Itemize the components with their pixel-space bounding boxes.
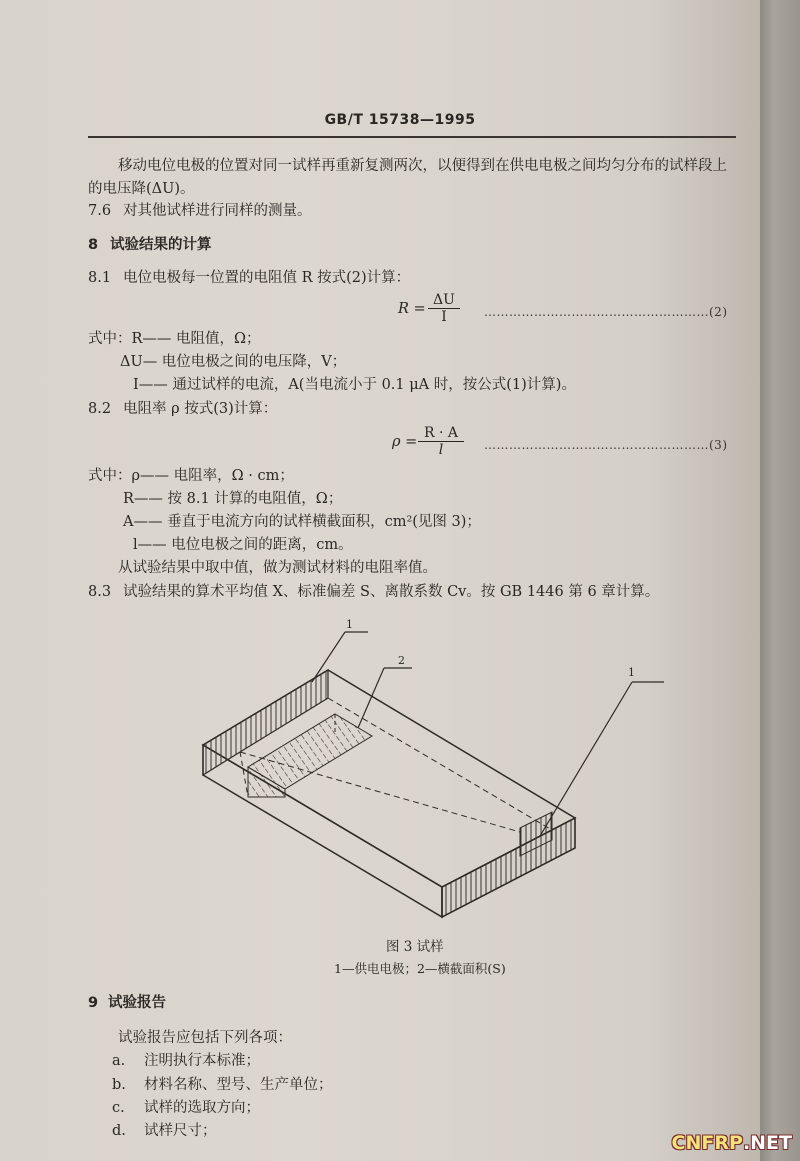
section-number: 8.1: [88, 270, 112, 286]
where-line: 式中：ρ—— 电阻率，Ω · cm；: [88, 468, 294, 484]
where-line: R—— 按 8.1 计算的电阻值，Ω；: [123, 491, 343, 507]
section-heading: 试验结果的计算: [110, 237, 212, 253]
paragraph-line: 从试验结果中取中值，做为测试材料的电阻率值。: [118, 560, 437, 576]
leader-line: [540, 682, 632, 836]
standard-code-header: GB/T 15738—1995: [324, 112, 476, 128]
list-item: 试样的选取方向；: [144, 1100, 260, 1116]
figure-label: 2: [398, 654, 405, 667]
equation-tag: ………………………………………………(3): [484, 438, 728, 452]
list-marker: b.: [112, 1077, 126, 1093]
section-heading: 试验报告: [108, 995, 166, 1011]
where-line: ΔU— 电位电极之间的电压降，V；: [120, 354, 347, 370]
watermark-part: CNFRP: [671, 1132, 743, 1154]
equation-numerator: ΔU: [428, 292, 460, 309]
equation-denominator: l: [438, 442, 444, 458]
figure-label: 1: [346, 618, 353, 631]
list-marker: c.: [112, 1100, 125, 1116]
equation-lhs: R =: [398, 301, 426, 317]
equation-denominator: I: [441, 309, 447, 325]
list-item: 试样尺寸；: [144, 1123, 217, 1139]
section-text: 电阻率 ρ 按式(3)计算：: [123, 401, 278, 417]
where-line: A—— 垂直于电流方向的试样横截面积，cm²(见图 3)；: [123, 514, 481, 530]
list-marker: a.: [112, 1053, 126, 1069]
section-number: 9: [88, 995, 99, 1011]
specimen-front-face: [203, 745, 442, 917]
section-number: 8: [88, 237, 99, 253]
watermark-part: .NET: [742, 1132, 792, 1154]
section-number: 7.6: [88, 203, 112, 219]
where-line: l—— 电位电极之间的距离，cm。: [133, 537, 353, 553]
section-number: 8.3: [88, 584, 112, 600]
electrode-right: [442, 818, 575, 917]
list-item: 注明执行本标准；: [144, 1053, 260, 1069]
where-line: 式中：R—— 电阻值，Ω；: [88, 331, 261, 347]
equation-numerator: R · A: [418, 425, 464, 442]
where-line: I—— 通过试样的电流，A(当电流小于 0.1 μA 时，按公式(1)计算)。: [133, 377, 576, 393]
paragraph-line: 试验报告应包括下列各项：: [118, 1030, 292, 1046]
equation-lhs: ρ =: [392, 434, 418, 450]
paragraph-line: 移动电位电极的位置对同一试样再重新复测两次，以便得到在供电电极之间均匀分布的试样段上: [118, 158, 727, 174]
equation-tag: ………………………………………………(2): [484, 305, 728, 319]
section-text: 对其他试样进行同样的测量。: [123, 203, 312, 219]
leader-line: [358, 668, 384, 728]
figure-legend: 1—供电电极；2—横截面积(S): [334, 961, 506, 976]
list-marker: d.: [112, 1123, 126, 1139]
list-item: 材料名称、型号、生产单位；: [144, 1077, 333, 1093]
paragraph-line: 的电压降(ΔU)。: [88, 181, 195, 197]
site-watermark: [672, 1132, 792, 1154]
figure-label: 1: [628, 666, 635, 679]
section-text: 电位电极每一位置的电阻值 R 按式(2)计算：: [123, 270, 411, 286]
section-number: 8.2: [88, 401, 112, 417]
figure-caption: 图 3 试样: [386, 939, 444, 955]
section-text: 试验结果的算术平均值 X、标准偏差 S、离散系数 Cv。按 GB 1446 第 6 章计算。: [123, 584, 660, 600]
